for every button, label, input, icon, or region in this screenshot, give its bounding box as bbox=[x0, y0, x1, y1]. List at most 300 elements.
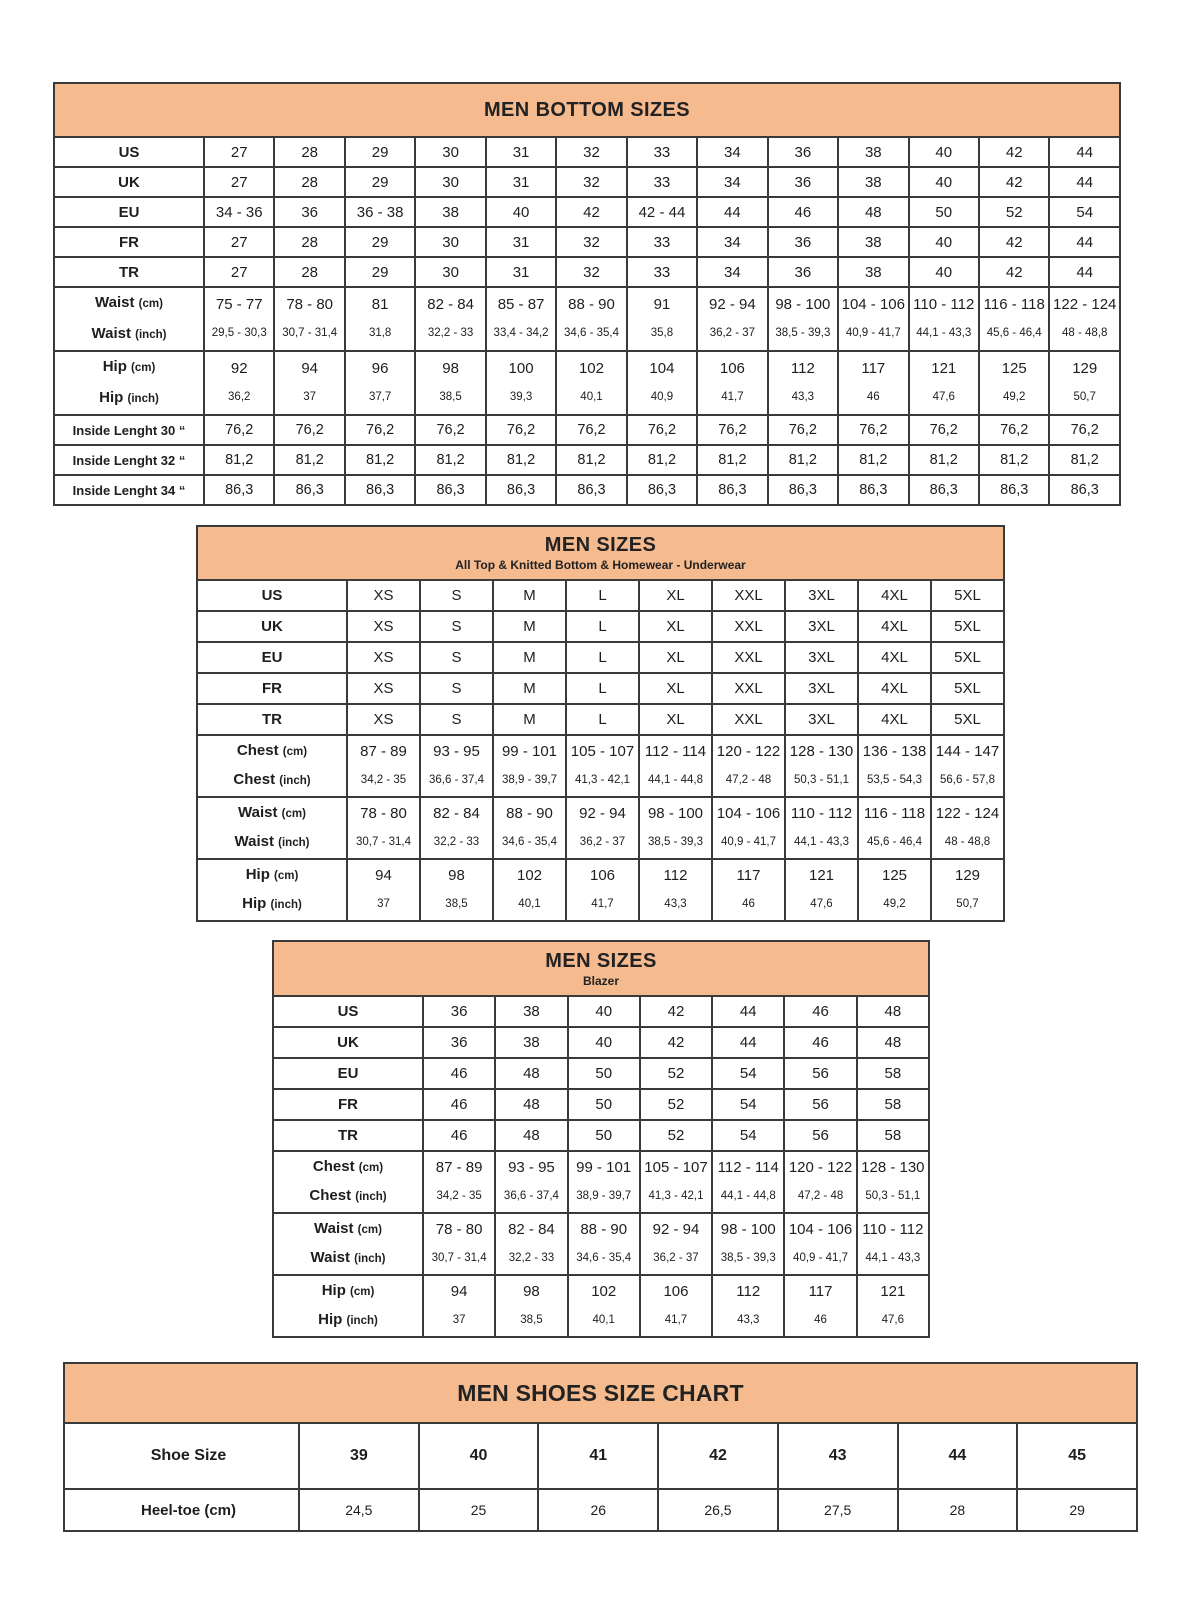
value-cell: 4XL bbox=[858, 580, 931, 611]
row-label-cell: UK bbox=[197, 611, 347, 642]
table-row bbox=[197, 859, 1004, 921]
value-cell: L bbox=[566, 642, 639, 673]
table-title: MEN SHOES SIZE CHART bbox=[457, 1380, 744, 1406]
value-cell: 48 bbox=[838, 197, 908, 227]
row-label-cell: Inside Lenght 32 “ bbox=[54, 445, 204, 475]
value-cell: 28 bbox=[274, 257, 344, 287]
value-cell: 34 bbox=[697, 257, 767, 287]
value-cell: L bbox=[566, 704, 639, 735]
value-cell: 81,2 bbox=[627, 445, 697, 475]
value-cell: 86,3 bbox=[204, 475, 274, 505]
value-cell: 117 46 bbox=[712, 859, 785, 921]
value-cell: 50 bbox=[568, 1120, 640, 1151]
row-label: Chest (cm) bbox=[312, 1158, 384, 1175]
value-cell: 106 41,7 bbox=[697, 351, 767, 415]
value-cell: 58 bbox=[857, 1120, 929, 1151]
value-cell: 129 50,7 bbox=[931, 859, 1004, 921]
value-cell: 54 bbox=[712, 1089, 784, 1120]
value-cell: 120 - 122 47,2 - 48 bbox=[712, 735, 785, 797]
value-cell: 30 bbox=[415, 137, 485, 167]
table-row bbox=[54, 167, 1120, 197]
value-cell: 88 - 90 34,6 - 35,4 bbox=[568, 1213, 640, 1275]
value-cell: 46 bbox=[784, 996, 856, 1027]
value-cell: 3XL bbox=[785, 673, 858, 704]
row-label: Waist (cm) bbox=[238, 804, 306, 821]
value-cell: XS bbox=[347, 704, 420, 735]
value-cell: 33 bbox=[627, 137, 697, 167]
row-label-cell bbox=[54, 351, 204, 415]
row-label: Waist (cm) bbox=[95, 294, 163, 311]
men-shoes-size-chart-table-grid bbox=[63, 1362, 1138, 1532]
table-title: MEN SIZES bbox=[545, 949, 657, 972]
value-cell: 86,3 bbox=[486, 475, 556, 505]
value-cell: 78 - 80 30,7 - 31,4 bbox=[347, 797, 420, 859]
value-cell: 5XL bbox=[931, 704, 1004, 735]
value-cell: 43 bbox=[778, 1423, 898, 1489]
value-cell: S bbox=[420, 611, 493, 642]
value-cell: 48 bbox=[857, 1027, 929, 1058]
value-cell: 87 - 89 34,2 - 35 bbox=[423, 1151, 495, 1213]
value-cell: 99 - 101 38,9 - 39,7 bbox=[493, 735, 566, 797]
row-label: Hip (cm) bbox=[321, 1282, 375, 1299]
value-cell: 112 43,3 bbox=[712, 1275, 784, 1337]
table-row bbox=[54, 415, 1120, 445]
row-label-cell: FR bbox=[197, 673, 347, 704]
value-cell: 5XL bbox=[931, 642, 1004, 673]
value-cell: 46 bbox=[768, 197, 838, 227]
value-cell: 121 47,6 bbox=[785, 859, 858, 921]
value-cell: XS bbox=[347, 611, 420, 642]
value-cell: 32 bbox=[556, 227, 626, 257]
row-label-cell: Shoe Size bbox=[64, 1423, 299, 1489]
value-cell: 76,2 bbox=[979, 415, 1049, 445]
value-cell: 102 40,1 bbox=[556, 351, 626, 415]
table-row bbox=[197, 642, 1004, 673]
value-cell: 92 36,2 bbox=[204, 351, 274, 415]
value-cell: S bbox=[420, 704, 493, 735]
value-cell: 33 bbox=[627, 227, 697, 257]
value-cell: 34 - 36 bbox=[204, 197, 274, 227]
value-cell: 24,5 bbox=[299, 1489, 419, 1531]
row-label-cell bbox=[197, 735, 347, 797]
value-cell: 86,3 bbox=[909, 475, 979, 505]
value-cell: 125 49,2 bbox=[979, 351, 1049, 415]
row-label-cell: TR bbox=[273, 1120, 423, 1151]
value-cell: 50 bbox=[568, 1058, 640, 1089]
value-cell: 98 - 100 38,5 - 39,3 bbox=[712, 1213, 784, 1275]
row-label-cell: TR bbox=[197, 704, 347, 735]
value-cell: 78 - 80 30,7 - 31,4 bbox=[423, 1213, 495, 1275]
value-cell: 50 bbox=[568, 1089, 640, 1120]
value-cell: 117 46 bbox=[784, 1275, 856, 1337]
value-cell: 120 - 122 47,2 - 48 bbox=[784, 1151, 856, 1213]
value-cell: 40 bbox=[568, 996, 640, 1027]
value-cell: 3XL bbox=[785, 704, 858, 735]
table-subtitle: All Top & Knitted Bottom & Homewear - Underwear bbox=[455, 558, 746, 572]
men-bottom-sizes-table-grid bbox=[53, 82, 1121, 506]
value-cell: 26 bbox=[538, 1489, 658, 1531]
value-cell: 36 bbox=[768, 257, 838, 287]
value-cell: 31 bbox=[486, 137, 556, 167]
row-label: Chest (inch) bbox=[309, 1187, 387, 1204]
value-cell: 34 bbox=[697, 167, 767, 197]
row-label: Waist (inch) bbox=[310, 1249, 386, 1266]
value-cell: 93 - 95 36,6 - 37,4 bbox=[420, 735, 493, 797]
table-subtitle: Blazer bbox=[582, 973, 620, 988]
row-label-cell: US bbox=[54, 137, 204, 167]
value-cell: 76,2 bbox=[838, 415, 908, 445]
value-cell: 100 39,3 bbox=[486, 351, 556, 415]
value-cell: 58 bbox=[857, 1058, 929, 1089]
value-cell: 36 bbox=[768, 227, 838, 257]
value-cell: 98 - 100 38,5 - 39,3 bbox=[639, 797, 712, 859]
value-cell: 42 bbox=[979, 137, 1049, 167]
table-header-row bbox=[273, 941, 929, 996]
value-cell: 76,2 bbox=[274, 415, 344, 445]
value-cell: 112 43,3 bbox=[768, 351, 838, 415]
value-cell: 56 bbox=[784, 1058, 856, 1089]
value-cell: 46 bbox=[423, 1120, 495, 1151]
value-cell: 81,2 bbox=[979, 445, 1049, 475]
value-cell: S bbox=[420, 642, 493, 673]
value-cell: 102 40,1 bbox=[568, 1275, 640, 1337]
value-cell: 81,2 bbox=[345, 445, 415, 475]
value-cell: 46 bbox=[784, 1027, 856, 1058]
value-cell: 92 - 94 36,2 - 37 bbox=[697, 287, 767, 351]
value-cell: 25 bbox=[419, 1489, 539, 1531]
value-cell: 42 bbox=[979, 257, 1049, 287]
value-cell: 4XL bbox=[858, 642, 931, 673]
value-cell: 44 bbox=[697, 197, 767, 227]
value-cell: 112 43,3 bbox=[639, 859, 712, 921]
value-cell: 58 bbox=[857, 1089, 929, 1120]
row-label-cell: US bbox=[197, 580, 347, 611]
value-cell: 86,3 bbox=[979, 475, 1049, 505]
value-cell: XXL bbox=[712, 611, 785, 642]
value-cell: 91 35,8 bbox=[627, 287, 697, 351]
table-row bbox=[197, 580, 1004, 611]
value-cell: 44 bbox=[1049, 257, 1120, 287]
value-cell: 116 - 118 45,6 - 46,4 bbox=[979, 287, 1049, 351]
value-cell: 94 37 bbox=[423, 1275, 495, 1337]
value-cell: 42 bbox=[979, 227, 1049, 257]
value-cell: XL bbox=[639, 673, 712, 704]
value-cell: 86,3 bbox=[415, 475, 485, 505]
table-row bbox=[197, 673, 1004, 704]
value-cell: 50 bbox=[909, 197, 979, 227]
value-cell: 76,2 bbox=[345, 415, 415, 445]
value-cell: XXL bbox=[712, 642, 785, 673]
value-cell: 42 bbox=[640, 996, 712, 1027]
table-row bbox=[54, 137, 1120, 167]
table-row bbox=[273, 1120, 929, 1151]
value-cell: 76,2 bbox=[204, 415, 274, 445]
value-cell: 40 bbox=[486, 197, 556, 227]
table-row bbox=[197, 704, 1004, 735]
value-cell: 42 bbox=[640, 1027, 712, 1058]
table-row bbox=[197, 735, 1004, 797]
men-sizes-blazer-table bbox=[272, 940, 930, 1338]
value-cell: 26,5 bbox=[658, 1489, 778, 1531]
value-cell: 96 37,7 bbox=[345, 351, 415, 415]
value-cell: 5XL bbox=[931, 611, 1004, 642]
row-label-cell: UK bbox=[273, 1027, 423, 1058]
table-row bbox=[54, 257, 1120, 287]
value-cell: 105 - 107 41,3 - 42,1 bbox=[640, 1151, 712, 1213]
value-cell: 81,2 bbox=[768, 445, 838, 475]
value-cell: 52 bbox=[979, 197, 1049, 227]
value-cell: 3XL bbox=[785, 642, 858, 673]
value-cell: 38 bbox=[838, 137, 908, 167]
value-cell: 86,3 bbox=[627, 475, 697, 505]
row-label-cell: Inside Lenght 34 “ bbox=[54, 475, 204, 505]
table-row bbox=[273, 1027, 929, 1058]
value-cell: 82 - 84 32,2 - 33 bbox=[495, 1213, 567, 1275]
value-cell: 78 - 80 30,7 - 31,4 bbox=[274, 287, 344, 351]
value-cell: 32 bbox=[556, 167, 626, 197]
value-cell: XXL bbox=[712, 704, 785, 735]
table-row bbox=[273, 996, 929, 1027]
value-cell: 40 bbox=[909, 167, 979, 197]
value-cell: 31 bbox=[486, 227, 556, 257]
value-cell: 104 - 106 40,9 - 41,7 bbox=[712, 797, 785, 859]
value-cell: 112 - 114 44,1 - 44,8 bbox=[639, 735, 712, 797]
row-label-cell bbox=[197, 859, 347, 921]
value-cell: 28 bbox=[274, 167, 344, 197]
value-cell: 36 bbox=[768, 167, 838, 197]
value-cell: 104 - 106 40,9 - 41,7 bbox=[838, 287, 908, 351]
value-cell: 27,5 bbox=[778, 1489, 898, 1531]
value-cell: 31 bbox=[486, 167, 556, 197]
value-cell: 76,2 bbox=[627, 415, 697, 445]
value-cell: XXL bbox=[712, 673, 785, 704]
value-cell: 48 bbox=[495, 1058, 567, 1089]
value-cell: 81,2 bbox=[697, 445, 767, 475]
men-sizes-blazer-table-grid bbox=[272, 940, 930, 1338]
value-cell: 45 bbox=[1017, 1423, 1137, 1489]
value-cell: 85 - 87 33,4 - 34,2 bbox=[486, 287, 556, 351]
value-cell: 3XL bbox=[785, 580, 858, 611]
table-row bbox=[273, 1089, 929, 1120]
table-title: MEN BOTTOM SIZES bbox=[483, 99, 691, 121]
row-label-cell: UK bbox=[54, 167, 204, 197]
value-cell: XS bbox=[347, 673, 420, 704]
value-cell: 38 bbox=[838, 167, 908, 197]
value-cell: 48 bbox=[857, 996, 929, 1027]
value-cell: 40 bbox=[419, 1423, 539, 1489]
value-cell: 4XL bbox=[858, 673, 931, 704]
value-cell: 81,2 bbox=[556, 445, 626, 475]
value-cell: XL bbox=[639, 580, 712, 611]
table-header-row bbox=[197, 526, 1004, 580]
value-cell: 30 bbox=[415, 167, 485, 197]
table-header bbox=[54, 83, 1120, 137]
table-header bbox=[197, 526, 1004, 580]
value-cell: 46 bbox=[423, 1089, 495, 1120]
value-cell: XXL bbox=[712, 580, 785, 611]
value-cell: 87 - 89 34,2 - 35 bbox=[347, 735, 420, 797]
row-label-cell bbox=[197, 797, 347, 859]
value-cell: 42 bbox=[979, 167, 1049, 197]
value-cell: 38 bbox=[415, 197, 485, 227]
value-cell: 29 bbox=[345, 257, 415, 287]
value-cell: XL bbox=[639, 704, 712, 735]
value-cell: 106 41,7 bbox=[640, 1275, 712, 1337]
table-row bbox=[54, 197, 1120, 227]
value-cell: 82 - 84 32,2 - 33 bbox=[420, 797, 493, 859]
value-cell: 4XL bbox=[858, 611, 931, 642]
value-cell: 86,3 bbox=[556, 475, 626, 505]
value-cell: 52 bbox=[640, 1089, 712, 1120]
table-row bbox=[64, 1489, 1137, 1531]
table-header-row bbox=[64, 1363, 1137, 1423]
value-cell: 40 bbox=[909, 257, 979, 287]
value-cell: M bbox=[493, 580, 566, 611]
value-cell: 92 - 94 36,2 - 37 bbox=[640, 1213, 712, 1275]
value-cell: 29 bbox=[345, 167, 415, 197]
value-cell: 76,2 bbox=[768, 415, 838, 445]
value-cell: 82 - 84 32,2 - 33 bbox=[415, 287, 485, 351]
value-cell: 86,3 bbox=[768, 475, 838, 505]
value-cell: 129 50,7 bbox=[1049, 351, 1120, 415]
value-cell: 76,2 bbox=[556, 415, 626, 445]
table-header bbox=[273, 941, 929, 996]
value-cell: 29 bbox=[1017, 1489, 1137, 1531]
value-cell: 44 bbox=[712, 996, 784, 1027]
value-cell: 110 - 112 44,1 - 43,3 bbox=[909, 287, 979, 351]
value-cell: 105 - 107 41,3 - 42,1 bbox=[566, 735, 639, 797]
value-cell: 44 bbox=[712, 1027, 784, 1058]
value-cell: 3XL bbox=[785, 611, 858, 642]
men-sizes-tops-table-grid bbox=[196, 525, 1005, 922]
row-label: Hip (cm) bbox=[245, 866, 299, 883]
value-cell: 29 bbox=[345, 137, 415, 167]
value-cell: 81,2 bbox=[1049, 445, 1120, 475]
value-cell: 98 38,5 bbox=[415, 351, 485, 415]
table-row bbox=[273, 1151, 929, 1213]
value-cell: L bbox=[566, 673, 639, 704]
value-cell: XL bbox=[639, 611, 712, 642]
value-cell: 86,3 bbox=[345, 475, 415, 505]
value-cell: 44 bbox=[898, 1423, 1018, 1489]
value-cell: 39 bbox=[299, 1423, 419, 1489]
value-cell: 28 bbox=[898, 1489, 1018, 1531]
value-cell: 40 bbox=[568, 1027, 640, 1058]
value-cell: 122 - 124 48 - 48,8 bbox=[1049, 287, 1120, 351]
value-cell: 75 - 77 29,5 - 30,3 bbox=[204, 287, 274, 351]
value-cell: 86,3 bbox=[274, 475, 344, 505]
value-cell: XS bbox=[347, 642, 420, 673]
value-cell: 128 - 130 50,3 - 51,1 bbox=[785, 735, 858, 797]
value-cell: 44 bbox=[1049, 167, 1120, 197]
value-cell: 40 bbox=[909, 227, 979, 257]
value-cell: 116 - 118 45,6 - 46,4 bbox=[858, 797, 931, 859]
table-row bbox=[54, 475, 1120, 505]
value-cell: 48 bbox=[495, 1089, 567, 1120]
value-cell: 36 bbox=[768, 137, 838, 167]
value-cell: 27 bbox=[204, 227, 274, 257]
table-title: MEN SIZES bbox=[544, 534, 657, 556]
value-cell: 52 bbox=[640, 1120, 712, 1151]
value-cell: 122 - 124 48 - 48,8 bbox=[931, 797, 1004, 859]
value-cell: 48 bbox=[495, 1120, 567, 1151]
row-label-cell: FR bbox=[54, 227, 204, 257]
row-label: Hip (inch) bbox=[242, 895, 302, 912]
value-cell: 42 bbox=[556, 197, 626, 227]
value-cell: 36 bbox=[423, 996, 495, 1027]
value-cell: 54 bbox=[1049, 197, 1120, 227]
value-cell: 32 bbox=[556, 137, 626, 167]
row-label: Waist (cm) bbox=[314, 1220, 382, 1237]
value-cell: 38 bbox=[495, 996, 567, 1027]
value-cell: 94 37 bbox=[347, 859, 420, 921]
value-cell: 81,2 bbox=[909, 445, 979, 475]
men-bottom-sizes-table bbox=[53, 82, 1121, 506]
value-cell: 86,3 bbox=[838, 475, 908, 505]
value-cell: 76,2 bbox=[415, 415, 485, 445]
value-cell: 5XL bbox=[931, 673, 1004, 704]
value-cell: 40 bbox=[909, 137, 979, 167]
value-cell: 94 37 bbox=[274, 351, 344, 415]
value-cell: 4XL bbox=[858, 704, 931, 735]
value-cell: 110 - 112 44,1 - 43,3 bbox=[785, 797, 858, 859]
value-cell: 38 bbox=[838, 227, 908, 257]
row-label-cell: Inside Lenght 30 “ bbox=[54, 415, 204, 445]
value-cell: 28 bbox=[274, 137, 344, 167]
row-label-cell bbox=[273, 1275, 423, 1337]
row-label-cell: EU bbox=[54, 197, 204, 227]
value-cell: 92 - 94 36,2 - 37 bbox=[566, 797, 639, 859]
value-cell: 46 bbox=[423, 1058, 495, 1089]
value-cell: 34 bbox=[697, 227, 767, 257]
row-label: Chest (cm) bbox=[236, 742, 308, 759]
row-label-cell bbox=[54, 287, 204, 351]
table-row bbox=[54, 287, 1120, 351]
value-cell: 125 49,2 bbox=[858, 859, 931, 921]
value-cell: 27 bbox=[204, 257, 274, 287]
table-row bbox=[54, 351, 1120, 415]
value-cell: S bbox=[420, 580, 493, 611]
value-cell: 112 - 114 44,1 - 44,8 bbox=[712, 1151, 784, 1213]
men-shoes-size-chart-table bbox=[63, 1362, 1138, 1532]
value-cell: 121 47,6 bbox=[909, 351, 979, 415]
value-cell: 128 - 130 50,3 - 51,1 bbox=[857, 1151, 929, 1213]
value-cell: XS bbox=[347, 580, 420, 611]
value-cell: 144 - 147 56,6 - 57,8 bbox=[931, 735, 1004, 797]
value-cell: 88 - 90 34,6 - 35,4 bbox=[493, 797, 566, 859]
value-cell: 81,2 bbox=[204, 445, 274, 475]
value-cell: M bbox=[493, 611, 566, 642]
value-cell: 117 46 bbox=[838, 351, 908, 415]
value-cell: M bbox=[493, 642, 566, 673]
value-cell: S bbox=[420, 673, 493, 704]
value-cell: 56 bbox=[784, 1120, 856, 1151]
value-cell: 54 bbox=[712, 1120, 784, 1151]
value-cell: 76,2 bbox=[486, 415, 556, 445]
row-label-cell: Heel-toe (cm) bbox=[64, 1489, 299, 1531]
value-cell: 104 - 106 40,9 - 41,7 bbox=[784, 1213, 856, 1275]
value-cell: 27 bbox=[204, 137, 274, 167]
value-cell: 5XL bbox=[931, 580, 1004, 611]
value-cell: 86,3 bbox=[697, 475, 767, 505]
value-cell: 28 bbox=[274, 227, 344, 257]
table-row bbox=[54, 227, 1120, 257]
table-row bbox=[197, 797, 1004, 859]
value-cell: 102 40,1 bbox=[493, 859, 566, 921]
row-label-cell: EU bbox=[197, 642, 347, 673]
value-cell: 33 bbox=[627, 167, 697, 197]
row-label-cell: TR bbox=[54, 257, 204, 287]
